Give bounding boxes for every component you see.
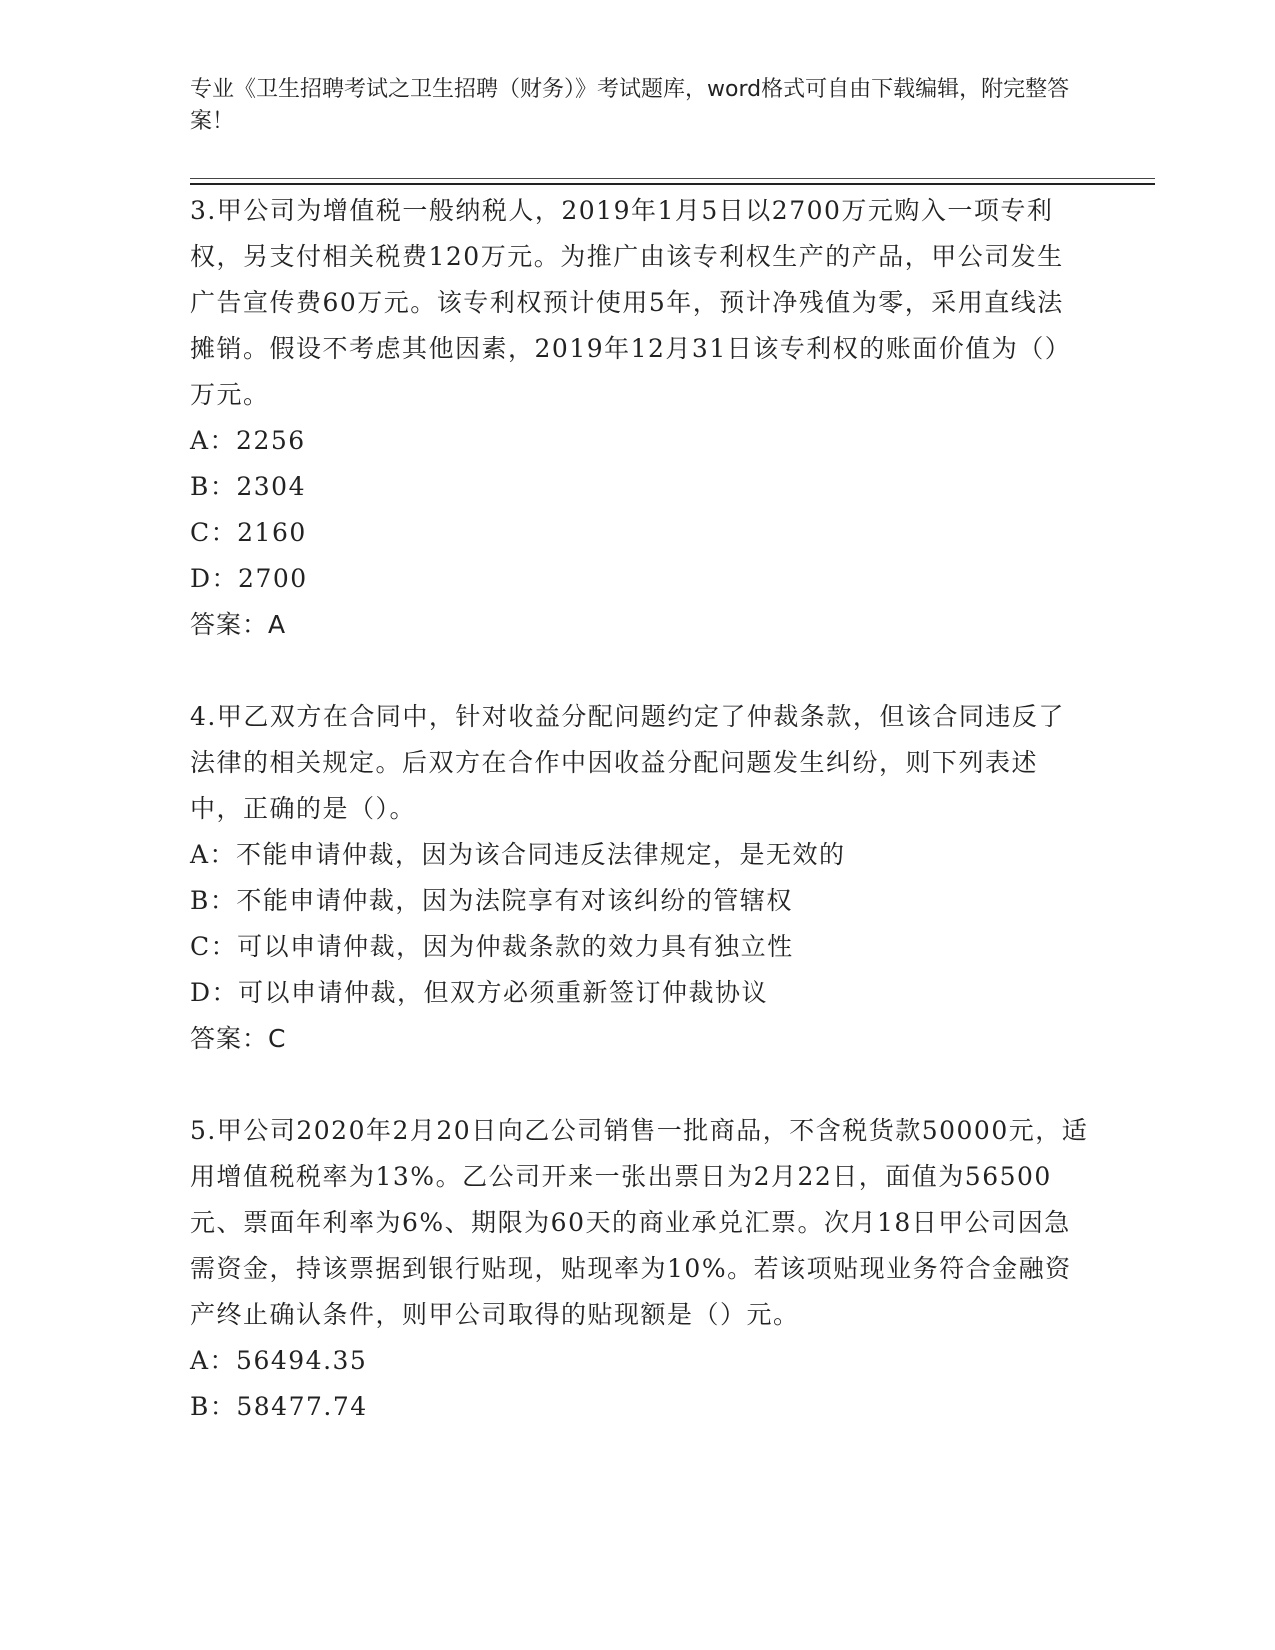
option-a: A：56494.35 <box>190 1346 368 1375</box>
header-divider-thin <box>190 178 1155 179</box>
option-b: B：58477.74 <box>190 1392 368 1421</box>
question-stem: 4.甲乙双方在合同中，针对收益分配问题约定了仲裁条款，但该合同违反了法律的相关规定。后双方在合作中因收益分配问题发生纠纷，则下列表述中，正确的是（）。 <box>190 702 1065 823</box>
option-b: B：不能申请仲裁，因为法院享有对该纠纷的管辖权 <box>190 886 793 915</box>
option-d: D：可以申请仲裁，但双方必须重新签订仲裁协议 <box>190 978 769 1007</box>
option-d: D：2700 <box>190 564 308 593</box>
option-c: C：可以申请仲裁，因为仲裁条款的效力具有独立性 <box>190 932 794 961</box>
answer-line: 答案：A <box>190 610 287 639</box>
question-4 <box>190 694 1090 1062</box>
question-3 <box>190 188 1090 648</box>
option-a: A：2256 <box>190 426 306 455</box>
document-header: 专业《卫生招聘考试之卫生招聘（财务）》考试题库，word格式可自由下载编辑，附完整答案！ <box>190 77 1070 134</box>
header-divider-thick <box>190 183 1155 185</box>
question-5 <box>190 1108 1090 1430</box>
option-c: C：2160 <box>190 518 307 547</box>
question-stem: 3.甲公司为增值税一般纳税人，2019年1月5日以2700万元购入一项专利权，另支付相关税费120万元。为推广由该专利权生产的产品，甲公司发生广告宣传费60万元。该专利权预计使用5年，预计净残值为零，采用直线法摊销。假设不考虑其他因素，2019年12月31日该专利权的账面价值为（）万元。 <box>190 196 1072 409</box>
option-a: A：不能申请仲裁，因为该合同违反法律规定，是无效的 <box>190 840 846 869</box>
question-stem: 5.甲公司2020年2月20日向乙公司销售一批商品，不含税货款50000元，适用增值税税率为13%。乙公司开来一张出票日为2月22日，面值为56500元、票面年利率为6%、期限为60天的商业承兑汇票。次月18日甲公司因急需资金，持该票据到银行贴现，贴现率为10%。若该项贴现业务符合金融资产终止确认条件，则甲公司取得的贴现额是（）元。 <box>190 1116 1089 1329</box>
answer-line: 答案：C <box>190 1024 287 1053</box>
option-b: B：2304 <box>190 472 306 501</box>
